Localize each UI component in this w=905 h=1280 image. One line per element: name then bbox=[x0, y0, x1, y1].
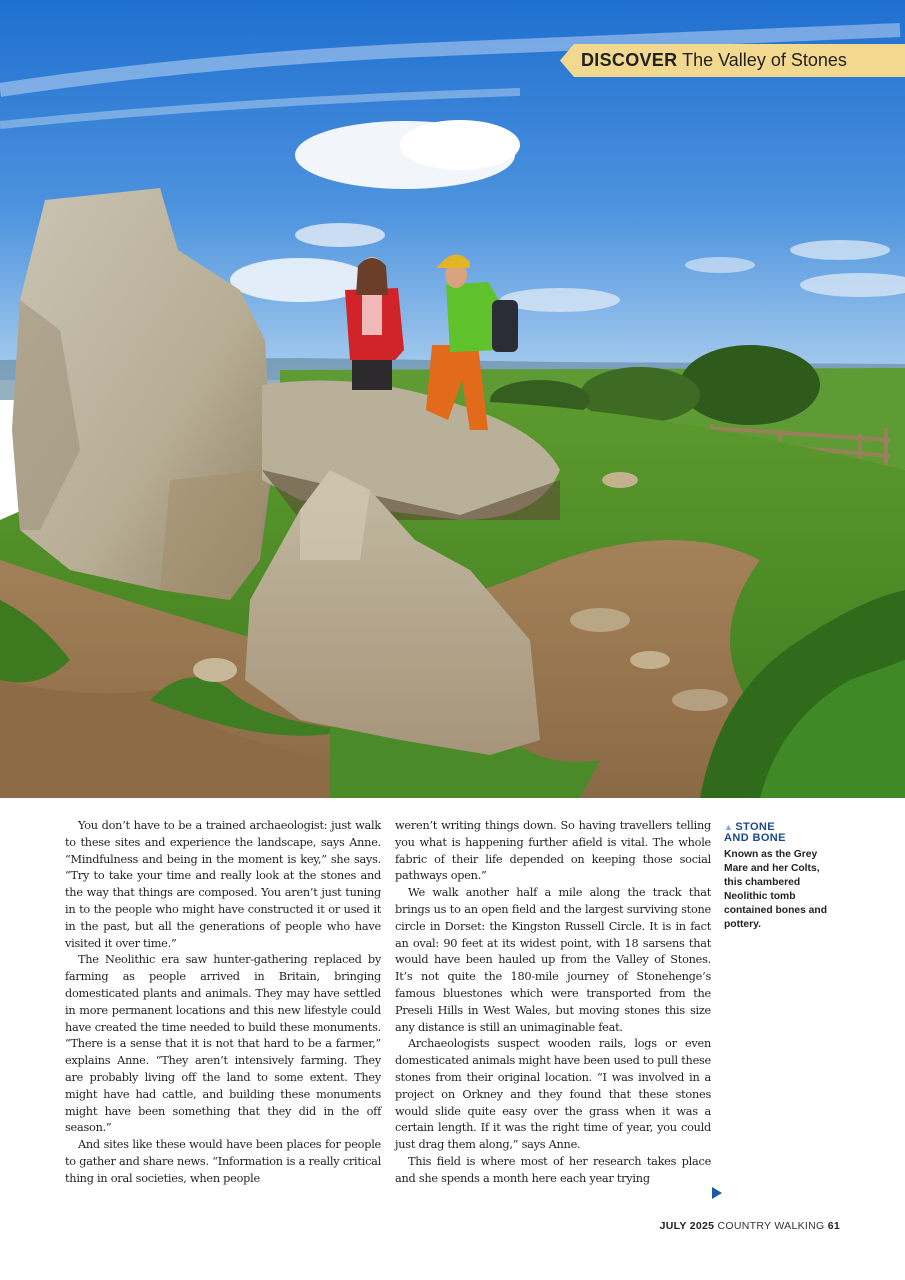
photo-caption bbox=[724, 822, 839, 932]
page-number: 61 bbox=[827, 1220, 840, 1232]
paragraph: And sites like these would have been places for people to gather and share news. “Information is a really critical thing in oral societies, when people bbox=[65, 1138, 381, 1185]
caption-title-line1: STONE bbox=[735, 821, 776, 833]
paragraph: weren’t writing things down. So having travellers telling you what is happening further afield is vital. The whole fabric of their life depended on keeping those social pathways open.” bbox=[395, 819, 711, 883]
paragraph: Archaeologists suspect wooden rails, logs or even domesticated animals might have been used to pull these stones from their original location. “I was involved in a project on Orkney and they found that these stones would slide quite easy over the grass when it was a certain length. If it was the right time of year, you could just drag them along,” says Anne. bbox=[395, 1037, 711, 1152]
banner-title: The Valley of Stones bbox=[682, 50, 847, 70]
continue-arrow-icon bbox=[712, 1187, 722, 1199]
body-column-2 bbox=[395, 818, 711, 1188]
banner-text bbox=[581, 50, 847, 71]
caption-text: Known as the Grey Mare and her Colts, this chambered Neolithic tomb contained bones and pottery. bbox=[724, 849, 827, 930]
paragraph: The Neolithic era saw hunter-gathering replaced by farming as people arrived in Britain, bringing domesticated plants and animals. They may have settled in more permanent locations and this new lifestyle could have created the time needed to build these monuments. “There is a sense that it is not that hard to be a farmer,” explains Anne. “They aren’t intensively farming. They are probably living off the land to some extent. They might have had cattle, and building these monuments might have been something that they did in the off season.” bbox=[65, 953, 381, 1135]
section-banner bbox=[560, 44, 905, 77]
triangle-up-icon: ▲ bbox=[724, 822, 734, 832]
caption-title bbox=[724, 822, 839, 844]
page-footer bbox=[600, 1220, 840, 1232]
body-column-1 bbox=[65, 818, 381, 1188]
magazine-name: COUNTRY WALKING bbox=[717, 1220, 825, 1232]
banner-kicker: DISCOVER bbox=[581, 50, 678, 70]
issue-date: JULY 2025 bbox=[659, 1220, 715, 1232]
paragraph: We walk another half a mile along the track that brings us to an open field and the largest surviving stone circle in Dorset: the Kingston Russell Circle. It is in fact an oval: 90 feet at its widest point, with 18 sarsens that would have been hauled up from the Valley of Stones. It’s not quite the 180-mile journey of Stonehenge’s famous bluestones which were transported from the Preseli Hills in West Wales, but moving stones this size any distance is still an unimaginable feat. bbox=[395, 886, 711, 1034]
caption-title-line2: AND BONE bbox=[724, 832, 786, 844]
paragraph: You don’t have to be a trained archaeologist: just walk to these sites and experience the landscape, says Anne. “Mindfulness and being in the moment is key,” she says. “Try to take your time and really look at the stones and the way that things are composed. You aren’t just tuning in to the people who might have constructed it or used it in the past, but all the generations of people who have visited it over time.” bbox=[65, 819, 381, 950]
paragraph: This field is where most of her research takes place and she spends a month here each year trying bbox=[395, 1154, 711, 1185]
